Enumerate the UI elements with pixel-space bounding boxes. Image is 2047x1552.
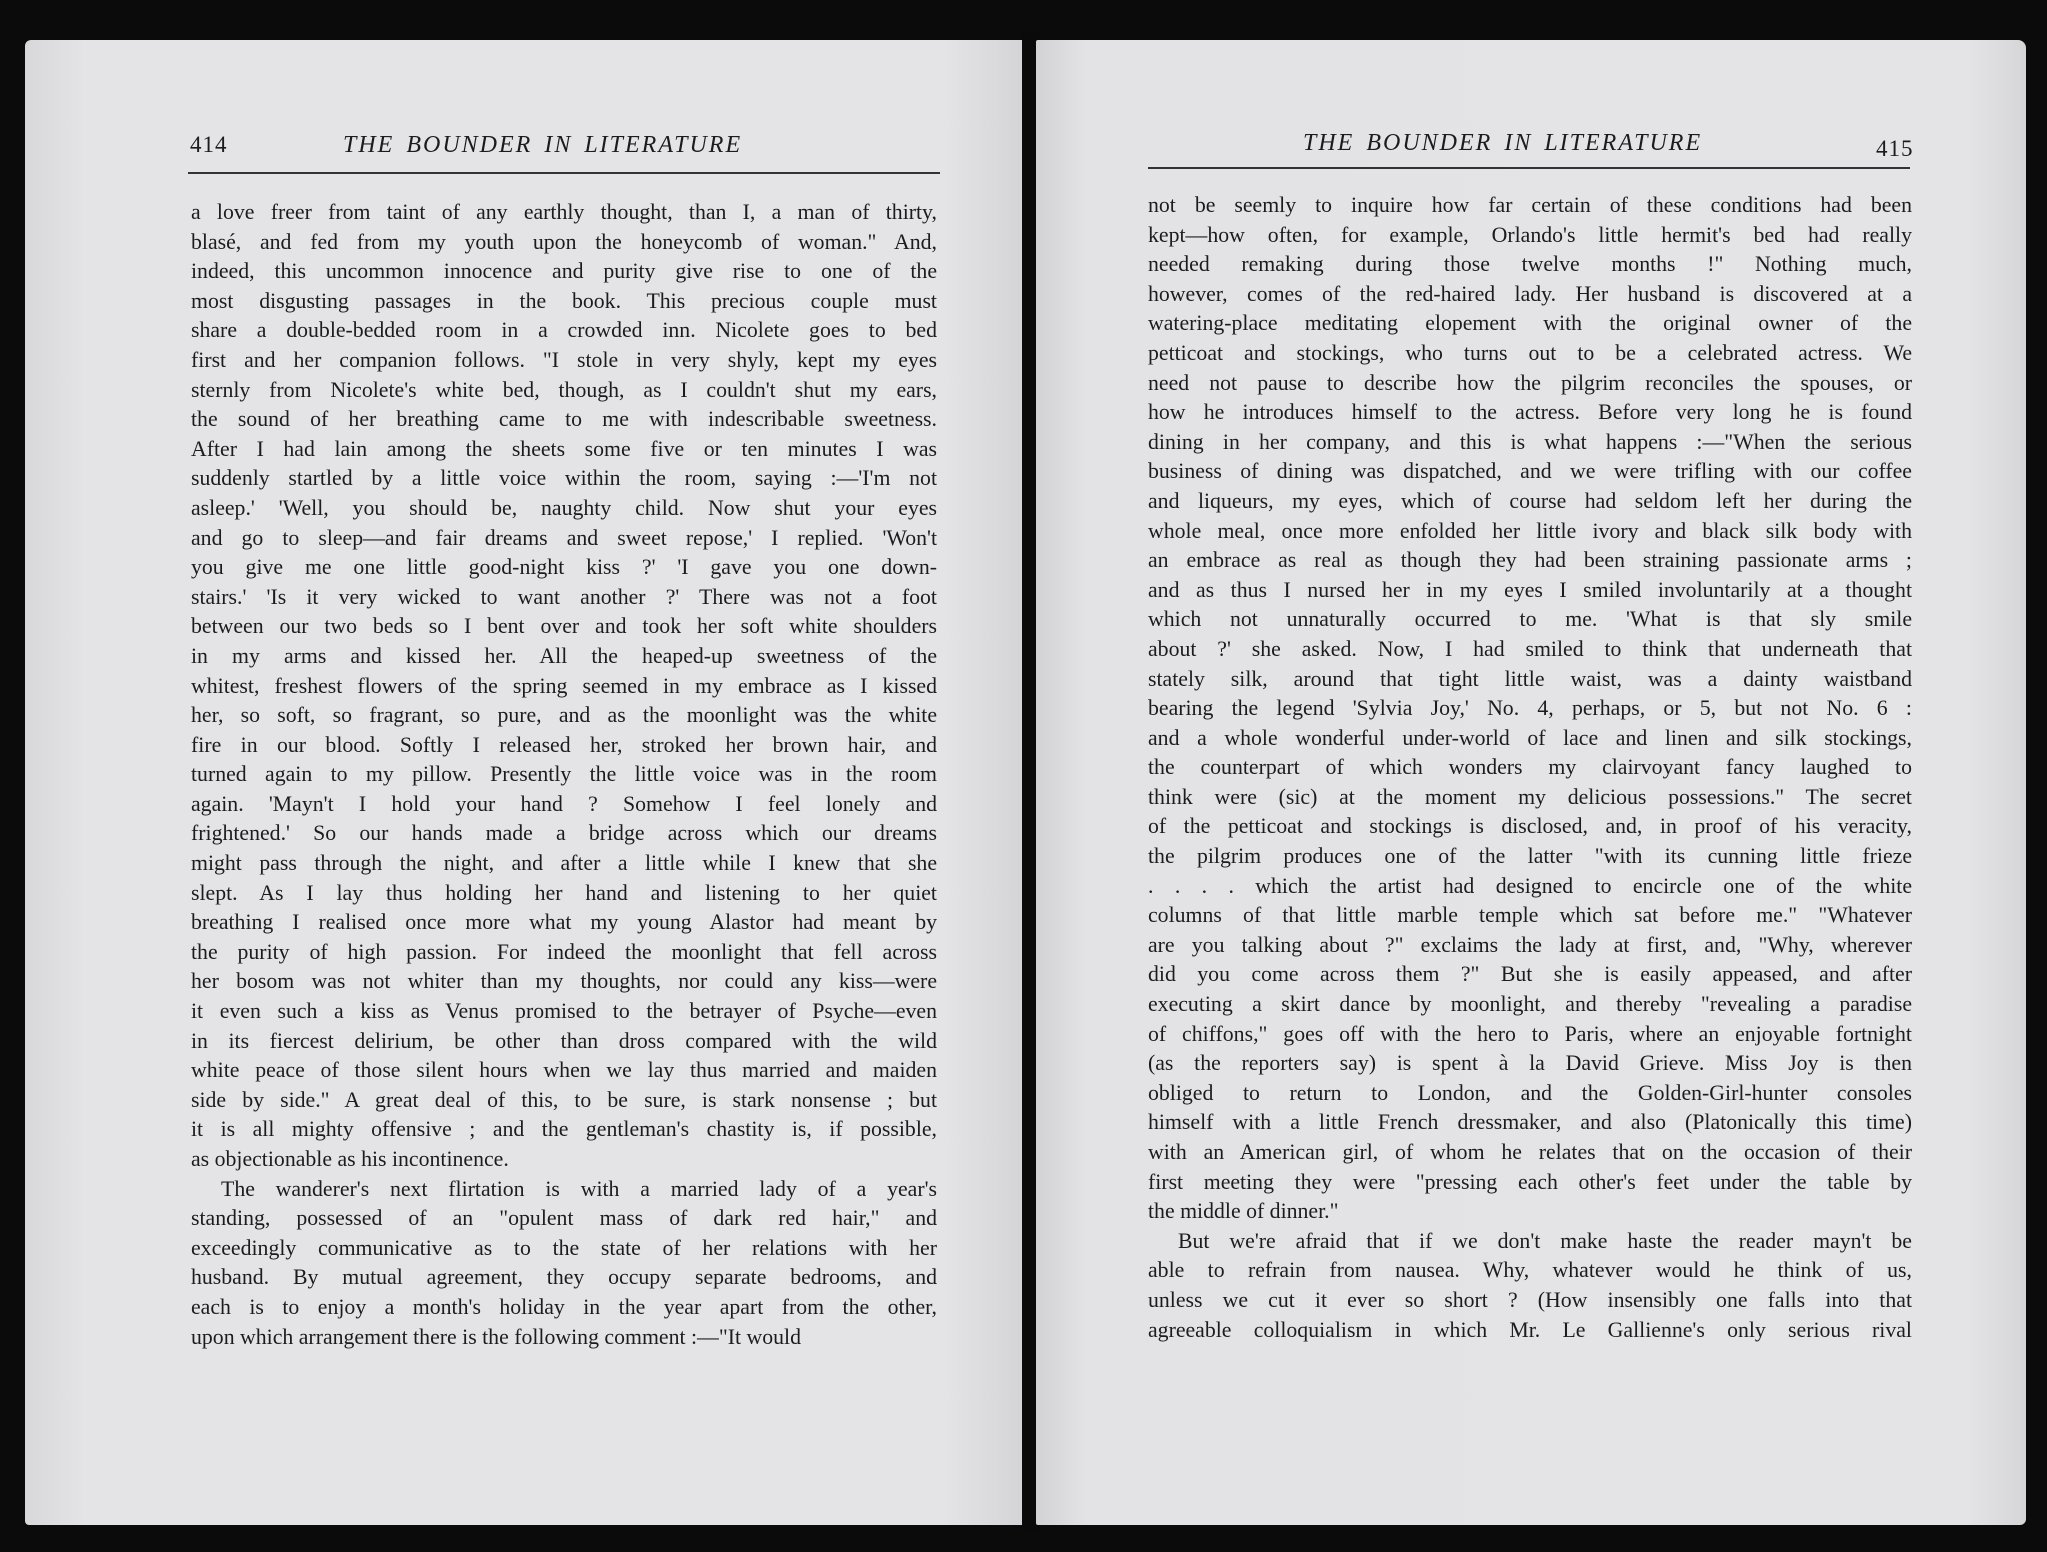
text-line: the sound of her breathing came to me with indescribable sweetness. [191,407,937,432]
text-line: might pass through the night, and after a little while I knew that she [191,851,937,876]
text-line: first and her companion follows. "I stole in very shyly, kept my eyes [191,347,937,372]
text-line: breathing I realised once more what my young Alastor had meant by [191,910,937,935]
left-page-number: 414 [190,132,228,157]
text-line: agreeable colloquialism in which Mr. Le Gallienne's only serious rival [1148,1317,1912,1342]
text-line: executing a skirt dance by moonlight, and thereby "revealing a paradise [1148,992,1912,1017]
text-line: stately silk, around that tight little waist, was a dainty waistband [1148,666,1912,691]
text-line: you give me one little good-night kiss ?' 'I gave you one down- [191,555,937,580]
right-page-number: 415 [1876,136,1914,161]
text-line: did you come across them ?" But she is easily appeased, and after [1148,962,1912,987]
left-page-header [25,132,1025,172]
text-line: kept—how often, for example, Orlando's little hermit's bed had really [1148,222,1912,247]
text-line: first meeting they were "pressing each other's feet under the table by [1148,1169,1912,1194]
text-line: white peace of those silent hours when we lay thus married and maiden [191,1058,937,1083]
text-line: of the petticoat and stockings is disclosed, and, in proof of his veracity, [1148,814,1912,839]
text-line: whole meal, once more enfolded her little ivory and black silk body with [1148,518,1912,543]
text-line: which not unnaturally occurred to me. 'What is that sly smile [1148,607,1912,632]
text-line: watering-place meditating elopement with the original owner of the [1148,311,1912,336]
text-line: and as thus I nursed her in my eyes I smiled involuntarily at a thought [1148,577,1912,602]
text-line: asleep.' 'Well, you should be, naughty child. Now shut your eyes [191,495,937,520]
text-line: exceedingly communicative as to the state of her relations with her [191,1235,937,1260]
text-line: suddenly startled by a little voice within the room, saying :—'I'm not [191,466,937,491]
left-running-head: THE BOUNDER IN LITERATURE [343,132,743,158]
text-line: a love freer from taint of any earthly thought, than I, a man of thirty, [191,200,937,224]
text-line: side by side." A great deal of this, to be sure, is stark nonsense ; but [191,1087,937,1112]
text-line: with an American girl, of whom he relates that on the occasion of their [1148,1140,1912,1164]
text-line: But we're afraid that if we don't make haste the reader mayn't be [1178,1228,1912,1253]
text-line: indeed, this uncommon innocence and purity give rise to one of the [191,259,937,284]
text-line: each is to enjoy a month's holiday in the year apart from the other, [191,1294,937,1319]
text-line: and go to sleep—and fair dreams and sweet repose,' I replied. 'Won't [191,525,937,550]
text-line: are you talking about ?" exclaims the lady at first, and, "Why, wherever [1148,932,1912,957]
text-line: After I had lain among the sheets some five or ten minutes I was [191,436,937,461]
text-line: slept. As I lay thus holding her hand and listening to her quiet [191,880,937,905]
text-line: the counterpart of which wonders my clairvoyant fancy laughed to [1148,755,1912,780]
text-line: unless we cut it ever so short ? (How insensibly one falls into that [1148,1287,1912,1312]
text-line: an embrace as real as though they had been straining passionate arms ; [1148,548,1912,573]
right-running-head: THE BOUNDER IN LITERATURE [1303,130,1703,156]
text-line: husband. By mutual agreement, they occupy separate bedrooms, and [191,1265,937,1290]
text-line: dining in her company, and this is what happens :—"When the serious [1148,429,1912,454]
text-line: The wanderer's next flirtation is with a married lady of a year's [221,1176,937,1201]
text-line: fire in our blood. Softly I released her, stroked her brown hair, and [191,732,937,757]
left-page-body [191,198,937,1352]
left-header-rule [188,172,940,174]
text-line: and a whole wonderful under-world of lace and linen and silk stockings, [1148,725,1912,750]
text-line: it is all mighty offensive ; and the gentleman's chastity is, if possible, [191,1117,937,1142]
text-line: (as the reporters say) is spent à la David Grieve. Miss Joy is then [1148,1051,1912,1076]
text-line: in its fiercest delirium, be other than dross compared with the wild [191,1028,937,1053]
text-line: obliged to return to London, and the Golden-Girl-hunter consoles [1148,1080,1912,1105]
text-line: need not pause to describe how the pilgrim reconciles the spouses, or [1148,370,1912,395]
text-line: columns of that little marble temple which sat before me." "Whatever [1148,903,1912,928]
text-line: of chiffons," goes off with the hero to Paris, where an enjoyable fortnight [1148,1021,1912,1046]
text-line: standing, possessed of an "opulent mass of dark red hair," and [191,1206,937,1231]
text-line: the purity of high passion. For indeed the moonlight that fell across [191,939,937,964]
left-page [25,40,1025,1525]
text-line: her, so soft, so fragrant, so pure, and as the moonlight was the white [191,703,937,728]
text-line: in my arms and kissed her. All the heaped-up sweetness of the [191,643,937,668]
text-line: how he introduces himself to the actress. Before very long he is found [1148,400,1912,425]
text-line: stairs.' 'Is it very wicked to want another ?' There was not a foot [191,584,937,609]
text-line: blasé, and fed from my youth upon the honeycomb of woman." And, [191,229,937,254]
text-line: whitest, freshest flowers of the spring seemed in my embrace as I kissed [191,673,937,698]
text-line: and liqueurs, my eyes, which of course had seldom left her during the [1148,488,1912,513]
text-line: however, comes of the red-haired lady. Her husband is discovered at a [1148,281,1912,306]
text-line: share a double-bedded room in a crowded inn. Nicolete goes to bed [191,318,937,343]
text-line: business of dining was dispatched, and we were trifling with our coffee [1148,459,1912,484]
right-page-body [1148,191,1912,1345]
right-header-rule [1148,167,1910,169]
text-line: turned again to my pillow. Presently the little voice was in the room [191,762,937,787]
text-line: most disgusting passages in the book. This precious couple must [191,288,937,313]
text-line: needed remaking during those twelve months !" Nothing much, [1148,252,1912,277]
text-line: think were (sic) at the moment my delicious possessions." The secret [1148,784,1912,809]
text-line: sternly from Nicolete's white bed, though, as I couldn't shut my ears, [191,377,937,402]
text-line: himself with a little French dressmaker, and also (Platonically this time) [1148,1110,1912,1135]
text-line: between our two beds so I bent over and took her soft white shoulders [191,614,937,639]
text-line: about ?' she asked. Now, I had smiled to think that underneath that [1148,636,1912,661]
text-line: not be seemly to inquire how far certain of these conditions had been [1148,193,1912,217]
text-line: the middle of dinner." [1148,1199,1339,1224]
text-line: bearing the legend 'Sylvia Joy,' No. 4, perhaps, or 5, but not No. 6 : [1148,696,1912,721]
text-line: again. 'Mayn't I hold your hand ? Somehow I feel lonely and [191,791,937,816]
text-line: the pilgrim produces one of the latter "with its cunning little frieze [1148,844,1912,869]
text-line: petticoat and stockings, who turns out to be a celebrated actress. We [1148,340,1912,365]
text-line: as objectionable as his incontinence. [191,1147,509,1171]
text-line: frightened.' So our hands made a bridge across which our dreams [191,821,937,846]
text-line: able to refrain from nausea. Why, whatever would he think of us, [1148,1258,1912,1283]
text-line: her bosom was not whiter than my thoughts, nor could any kiss—were [191,969,937,994]
text-line: upon which arrangement there is the following comment :—"It would [191,1324,801,1349]
right-page [1036,40,2026,1525]
text-line: it even such a kiss as Venus promised to the betrayer of Psyche—even [191,999,937,1024]
text-line: . . . . which the artist had designed to encircle one of the white [1148,873,1912,898]
right-page-header [1036,130,2026,170]
